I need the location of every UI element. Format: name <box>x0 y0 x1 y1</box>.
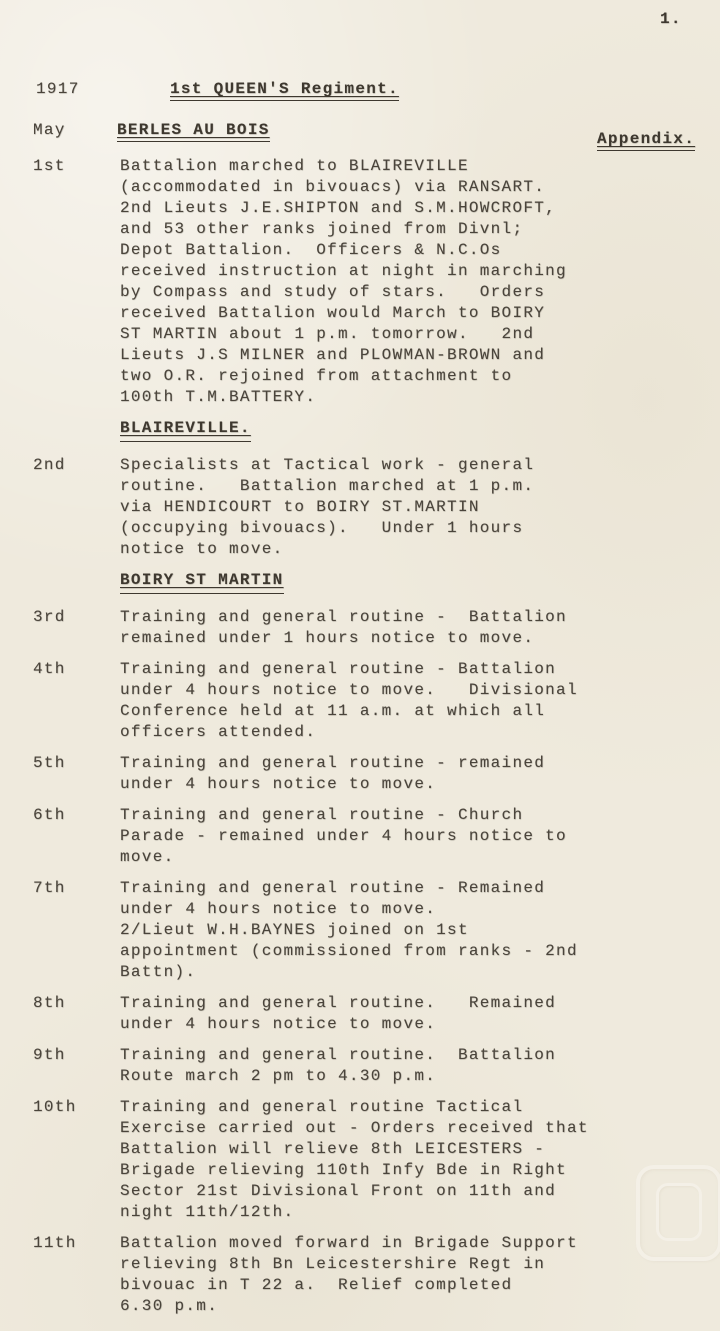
diary-entry <box>0 156 720 408</box>
entry-text-line: Battn). <box>120 963 197 981</box>
entry-text <box>120 455 640 560</box>
entry-text <box>120 1097 640 1223</box>
entry-text-line: 6.30 p.m. <box>120 1297 219 1315</box>
entry-text-line: 2/Lieut W.H.BAYNES joined on 1st <box>120 921 469 939</box>
entry-text-line: Exercise carried out - Orders received that <box>120 1119 589 1137</box>
entry-text <box>120 753 640 795</box>
entry-date: 3rd <box>33 608 66 626</box>
diary-entry <box>0 753 720 795</box>
appendix-label: Appendix. <box>597 130 695 151</box>
entry-text-line: (occupying bivouacs). Under 1 hours <box>120 519 524 537</box>
regiment-title: 1st QUEEN'S Regiment. <box>170 80 399 101</box>
entry-text-line: under 4 hours notice to move. <box>120 775 437 793</box>
entry-text-line: under 4 hours notice to move. <box>120 1015 437 1033</box>
entry-text-line: Sector 21st Divisional Front on 11th and <box>120 1182 557 1200</box>
entry-date: 8th <box>33 994 66 1012</box>
entry-text-line: 2nd Lieuts J.E.SHIPTON and S.M.HOWCROFT, <box>120 199 557 217</box>
entry-date: 1st <box>33 157 66 175</box>
entry-text-line: remained under 1 hours notice to move. <box>120 629 535 647</box>
paper-emboss-mark <box>636 1165 720 1261</box>
diary-entry <box>0 805 720 868</box>
entry-text <box>120 805 640 868</box>
entry-text <box>120 993 640 1035</box>
entry-text <box>120 878 640 983</box>
entry-text-line: ST MARTIN about 1 p.m. tomorrow. 2nd <box>120 325 535 343</box>
entry-text-line: Battalion marched to BLAIREVILLE <box>120 157 469 175</box>
diary-entry <box>0 1233 720 1317</box>
entry-text <box>120 1045 640 1087</box>
entry-text-line: night 11th/12th. <box>120 1203 295 1221</box>
section-heading: BLAIREVILLE. <box>120 418 251 442</box>
entry-date: 6th <box>33 806 66 824</box>
entry-text-line: officers attended. <box>120 723 317 741</box>
entry-text-line: Parade - remained under 4 hours notice to <box>120 827 567 845</box>
page-number: 1. <box>660 10 682 28</box>
section-heading: BOIRY ST MARTIN <box>120 570 284 594</box>
entry-text-line: Battalion moved forward in Brigade Support <box>120 1234 578 1252</box>
section-heading-row <box>0 418 720 442</box>
entry-text-line: by Compass and study of stars. Orders <box>120 283 546 301</box>
entry-text-line: 100th T.M.BATTERY. <box>120 388 317 406</box>
entry-text-line: Depot Battalion. Officers & N.C.Os <box>120 241 502 259</box>
entry-text-line: Training and general routine - Battalion <box>120 660 557 678</box>
entry-text-line: Specialists at Tactical work - general <box>120 456 535 474</box>
diary-entry <box>0 993 720 1035</box>
entry-text-line: Training and general routine - Church <box>120 806 524 824</box>
entry-date: 2nd <box>33 456 66 474</box>
entry-text <box>120 607 640 649</box>
entry-text-line: and 53 other ranks joined from Divnl; <box>120 220 524 238</box>
entry-text-line: Conference held at 11 a.m. at which all <box>120 702 546 720</box>
entry-text-line: Training and general routine - remained <box>120 754 546 772</box>
entry-text <box>120 659 640 743</box>
entry-text-line: Training and general routine. Remained <box>120 994 557 1012</box>
diary-entry <box>0 878 720 983</box>
entry-text-line: under 4 hours notice to move. <box>120 900 437 918</box>
entry-text-line: received Battalion would March to BOIRY <box>120 304 546 322</box>
entry-text-line: received instruction at night in marching <box>120 262 567 280</box>
entry-text-line: routine. Battalion marched at 1 p.m. <box>120 477 535 495</box>
diary-entry <box>0 607 720 649</box>
entry-text-line: Route march 2 pm to 4.30 p.m. <box>120 1067 437 1085</box>
diary-entry <box>0 1097 720 1223</box>
entry-text-line: notice to move. <box>120 540 284 558</box>
section-heading-row <box>0 570 720 594</box>
diary-entry <box>0 659 720 743</box>
entry-date: 11th <box>33 1234 77 1252</box>
entry-text-line: Battalion will relieve 8th LEICESTERS - <box>120 1140 546 1158</box>
entry-text-line: bivouac in T 22 a. Relief completed <box>120 1276 513 1294</box>
diary-entries <box>0 156 720 1327</box>
entry-text <box>120 156 640 408</box>
entry-text-line: relieving 8th Bn Leicestershire Regt in <box>120 1255 546 1273</box>
entry-date: 10th <box>33 1098 77 1116</box>
entry-text-line: Training and general routine. Battalion <box>120 1046 557 1064</box>
diary-entry <box>0 1045 720 1087</box>
entry-date: 5th <box>33 754 66 772</box>
entry-text-line: under 4 hours notice to move. Divisional <box>120 681 578 699</box>
entry-text-line: Brigade relieving 110th Infy Bde in Right <box>120 1161 567 1179</box>
year-label: 1917 <box>36 80 80 98</box>
entry-text <box>120 1233 640 1317</box>
entry-text-line: two O.R. rejoined from attachment to <box>120 367 513 385</box>
entry-text-line: appointment (commissioned from ranks - 2nd <box>120 942 578 960</box>
entry-date: 9th <box>33 1046 66 1064</box>
diary-entry <box>0 455 720 560</box>
entry-text-line: Lieuts J.S MILNER and PLOWMAN-BROWN and <box>120 346 546 364</box>
month-label: May <box>33 121 66 139</box>
location-heading: BERLES AU BOIS <box>117 121 270 142</box>
entry-date: 7th <box>33 879 66 897</box>
entry-text-line: move. <box>120 848 175 866</box>
entry-text-line: Training and general routine - Remained <box>120 879 546 897</box>
entry-text-line: (accommodated in bivouacs) via RANSART. <box>120 178 546 196</box>
entry-date: 4th <box>33 660 66 678</box>
entry-text-line: via HENDICOURT to BOIRY ST.MARTIN <box>120 498 480 516</box>
entry-text-line: Training and general routine - Battalion <box>120 608 567 626</box>
entry-text-line: Training and general routine Tactical <box>120 1098 524 1116</box>
